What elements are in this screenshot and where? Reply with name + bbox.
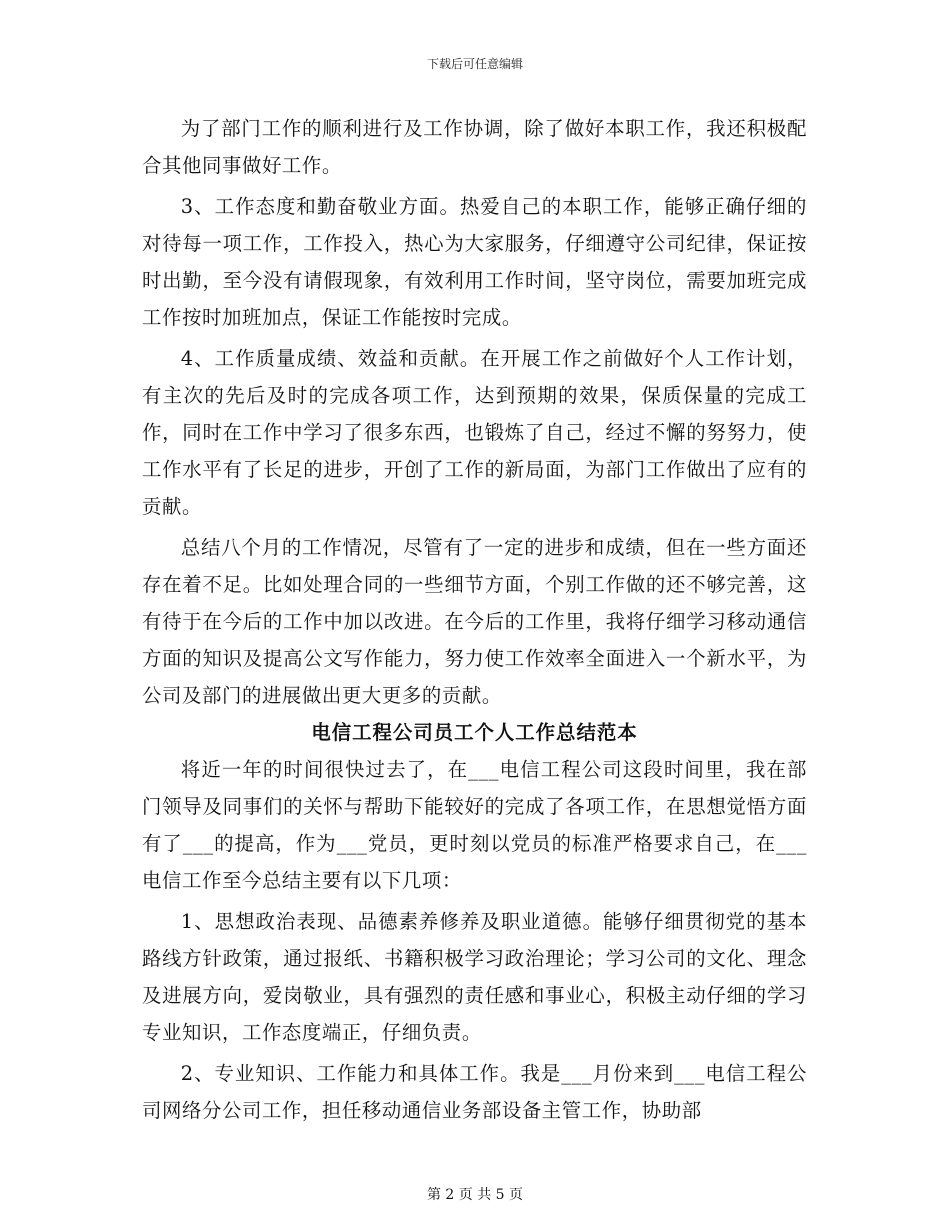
section-title: 电信工程公司员工个人工作总结范本: [311, 721, 638, 744]
paragraph: 1、思想政治表现、品德素养修养及职业道德。能够仔细贯彻党的基本路线方针政策，通过报纸、书籍积极学习政治理论；学习公司的文化、理念及进展方向，爱岗敬业，具有强烈的责任感和事业心，积极主动仔细的学习专业知识，工作态度端正，仔细负责。: [142, 910, 807, 1044]
paragraph: 3、工作态度和勤奋敬业方面。热爱自己的本职工作，能够正确仔细的对待每一项工作，工作投入，热心为大家服务，仔细遵守公司纪律，保证按时出勤，至今没有请假现象，有效利用工作时间，坚守岗位，需要加班完成工作按时加班加点，保证工作能按时完成。: [142, 195, 807, 329]
paragraph: 为了部门工作的顺利进行及工作协调，除了做好本职工作，我还积极配合其他同事做好工作。: [142, 117, 807, 177]
paragraph: 4、工作质量成绩、效益和贡献。在开展工作之前做好个人工作计划，有主次的先后及时的完成各项工作，达到预期的效果，保质保量的完成工作，同时在工作中学习了很多东西，也锻炼了自己，经过不懈的努努力，使工作水平有了长足的进步，开创了工作的新局面，为部门工作做出了应有的贡献。: [142, 347, 807, 518]
page-header: 下载后可任意编辑: [426, 57, 523, 71]
page-footer: 第 2 页 共 5 页: [426, 1187, 524, 1203]
paragraph: 2、专业知识、工作能力和具体工作。我是___月份来到___电信工程公司网络分公司工作，担任移动通信业务部设备主管工作，协助部: [142, 1062, 807, 1122]
paragraph: 总结八个月的工作情况，尽管有了一定的进步和成绩，但在一些方面还存在着不足。比如处理合同的一些细节方面，个别工作做的还不够完善，这有待于在今后的工作中加以改进。在今后的工作里，我将仔细学习移动通信方面的知识及提高公文写作能力，努力使工作效率全面进入一个新水平，为公司及部门的进展做出更大更多的贡献。: [142, 536, 807, 707]
document-body: [142, 110, 807, 1129]
paragraph: 将近一年的时间很快过去了，在___电信工程公司这段时间里，我在部门领导及同事们的关怀与帮助下能较好的完成了各项工作，在思想觉悟方面有了___的提高，作为___党员，更时刻以党员的标准严格要求自己，在___电信工作至今总结主要有以下几项：: [142, 758, 807, 892]
